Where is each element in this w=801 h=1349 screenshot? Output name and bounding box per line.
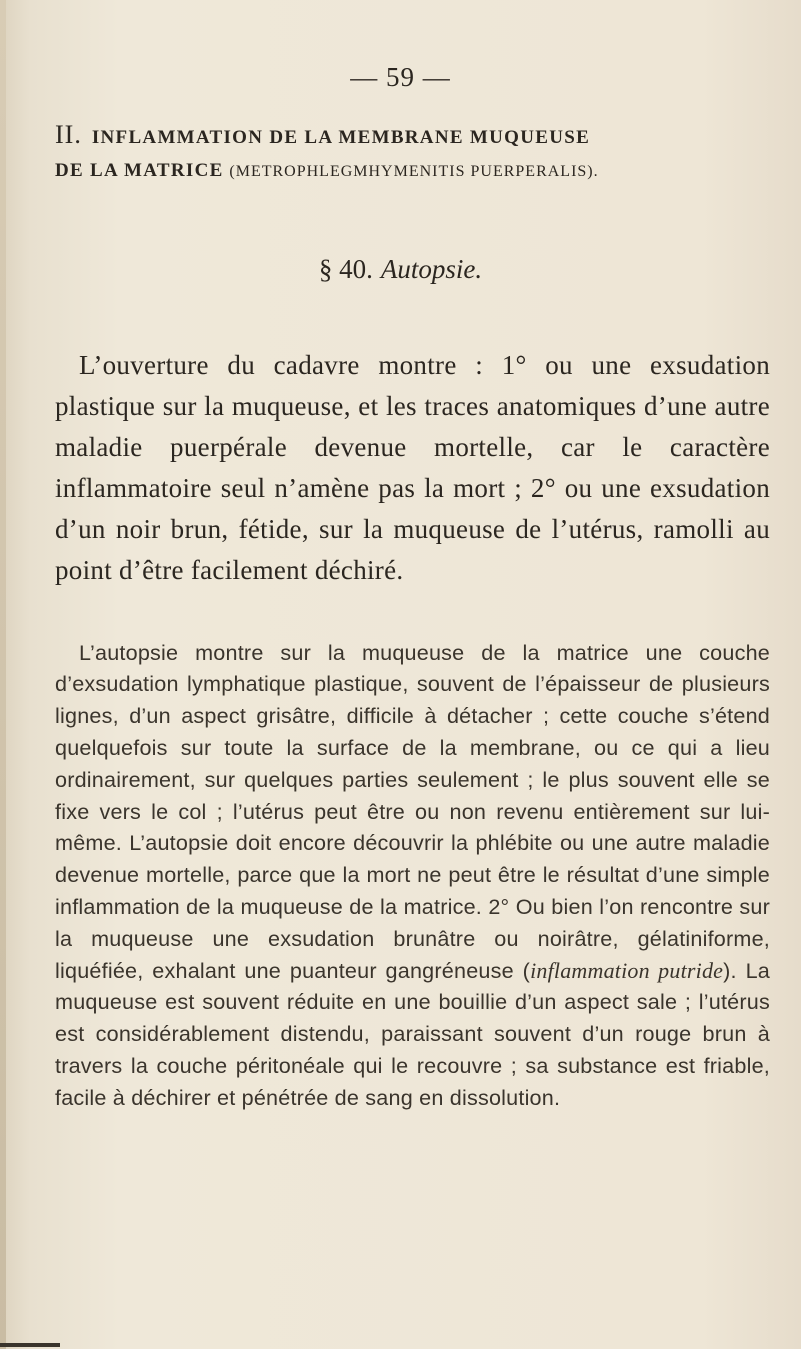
chapter-heading-line-1 bbox=[55, 118, 755, 154]
chapter-heading-line-2 bbox=[55, 154, 755, 188]
summary-paragraph: L’ouverture du cadavre montre : 1° ou une exsudation plastique sur la muqueuse, et les traces anatomiques d’une autre maladie puerpérale devenue mortelle, car le caractère inflammatoire seul n’amène pas la mort ; 2° ou une exsudation d’un noir brun, fétide, sur la muqueuse de l’utérus, ramolli au point d’être facilement déchiré. bbox=[55, 350, 770, 585]
detail-text-part-2: ). La muqueuse est souvent réduite en une bouillie d’un aspect sale ; l’utérus est considérablement distendu, paraissant souvent d’un rouge brun à travers la couche péritonéale qui le recouvre ; sa substance est friable, facile à déchirer et pénétrée de sang en dissolution. bbox=[55, 957, 770, 1110]
detail-text-italic: inflammation putride bbox=[530, 957, 724, 983]
chapter-heading bbox=[55, 118, 755, 188]
page-edge-shadow bbox=[0, 0, 6, 1349]
section-heading bbox=[0, 254, 801, 285]
bottom-rule-line bbox=[0, 1343, 60, 1347]
detail-paragraph bbox=[55, 637, 770, 1114]
chapter-title-part-1: INFLAMMATION DE LA MEMBRANE MUQUEUSE bbox=[91, 127, 591, 148]
page-number: — 59 — bbox=[350, 62, 451, 92]
section-mark: § 40. bbox=[318, 254, 373, 284]
chapter-latin-name: (METROPHLEGMHYMENITIS PUERPERALIS). bbox=[229, 163, 599, 180]
section-title: Autopsie. bbox=[380, 254, 483, 284]
chapter-number: II. bbox=[55, 120, 82, 149]
chapter-title-part-2: DE LA MATRICE bbox=[55, 160, 224, 181]
detail-text-part-1: L’autopsie montre sur la muqueuse de la matrice une couche d’exsudation lymphatique plastique, souvent de l’épaisseur de plusieurs lignes, d’un aspect grisâtre, difficile à détacher ; cette couche s’étend quelquefois sur toute la surface de la membrane, ou ce qui a lieu ordinairement, sur quelques parties seulement ; le plus souvent elle se fixe vers le col ; l’utérus peut être ou non revenu entièrement sur lui-même. L’autopsie doit encore découvrir la phlébite ou une autre maladie devenue mortelle, parce que la mort ne peut être le résultat d’une simple inflammation de la muqueuse de la matrice. 2° Ou bien l’on rencontre sur la muqueuse une exsudation brunâtre ou noirâtre, gélatiniforme, liquéfiée, exhalant une puanteur gangréneuse ( bbox=[55, 639, 770, 983]
